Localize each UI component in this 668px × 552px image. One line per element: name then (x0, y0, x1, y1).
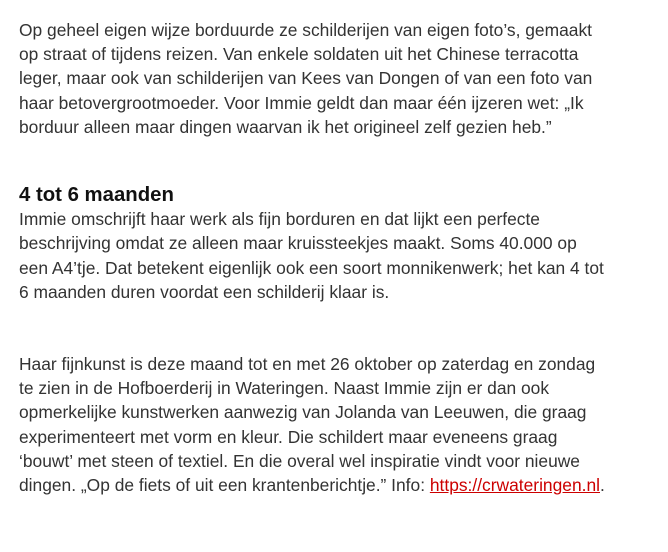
paragraph-2 (19, 207, 659, 304)
paragraph-line: haar betovergrootmoeder. Voor Immie geldt dan maar één ijzeren wet: „Ik (19, 92, 584, 113)
spacer (19, 304, 659, 352)
section-heading: 4 tot 6 maanden (19, 184, 174, 207)
paragraph-line: opmerkelijke kunstwerken aanwezig van Jolanda van Leeuwen, die graag (19, 402, 587, 423)
paragraph-line: borduur alleen maar dingen waarvan ik het origineel zelf gezien heb.” (19, 116, 552, 137)
info-link[interactable]: https://crwateringen.nl (429, 475, 600, 496)
paragraph-text: dingen. „Op de fiets of uit een krantenberichtje.” Info: (19, 475, 430, 496)
paragraph-line: een A4’tje. Dat betekent eigenlijk ook een soort monnikenwerk; het kan 4 tot (19, 257, 604, 278)
spacer (19, 139, 659, 183)
paragraph-line: leger, maar ook van schilderijen van Kees van Dongen of van een foto van (19, 68, 593, 89)
paragraph-line: beschrijving omdat ze alleen maar kruissteekjes maakt. Soms 40.000 op (19, 233, 577, 254)
paragraph-3 (19, 352, 659, 497)
paragraph-line: Immie omschrijft haar werk als fijn borduren en dat lijkt een perfecte (19, 209, 540, 230)
paragraph-line: ‘bouwt’ met steen of textiel. En die overal wel inspiratie vindt voor nieuwe (19, 450, 580, 471)
paragraph-line: 6 maanden duren voordat een schilderij klaar is. (19, 281, 390, 302)
article-body (19, 18, 659, 497)
paragraph-1 (19, 18, 659, 139)
paragraph-line: Op geheel eigen wijze borduurde ze schilderijen van eigen foto’s, gemaakt (19, 20, 592, 40)
paragraph-last-line (19, 473, 659, 497)
paragraph-line: Haar fijnkunst is deze maand tot en met 26 oktober op zaterdag en zondag (19, 354, 596, 375)
paragraph-line: experimenteert met vorm en kleur. Die schildert maar eveneens graag (19, 426, 558, 447)
paragraph-line: op straat of tijdens reizen. Van enkele soldaten uit het Chinese terracotta (19, 44, 579, 65)
paragraph-line: te zien in de Hofboerderij in Wateringen. Naast Immie zijn er dan ook (19, 378, 550, 399)
final-period: . (600, 475, 605, 496)
